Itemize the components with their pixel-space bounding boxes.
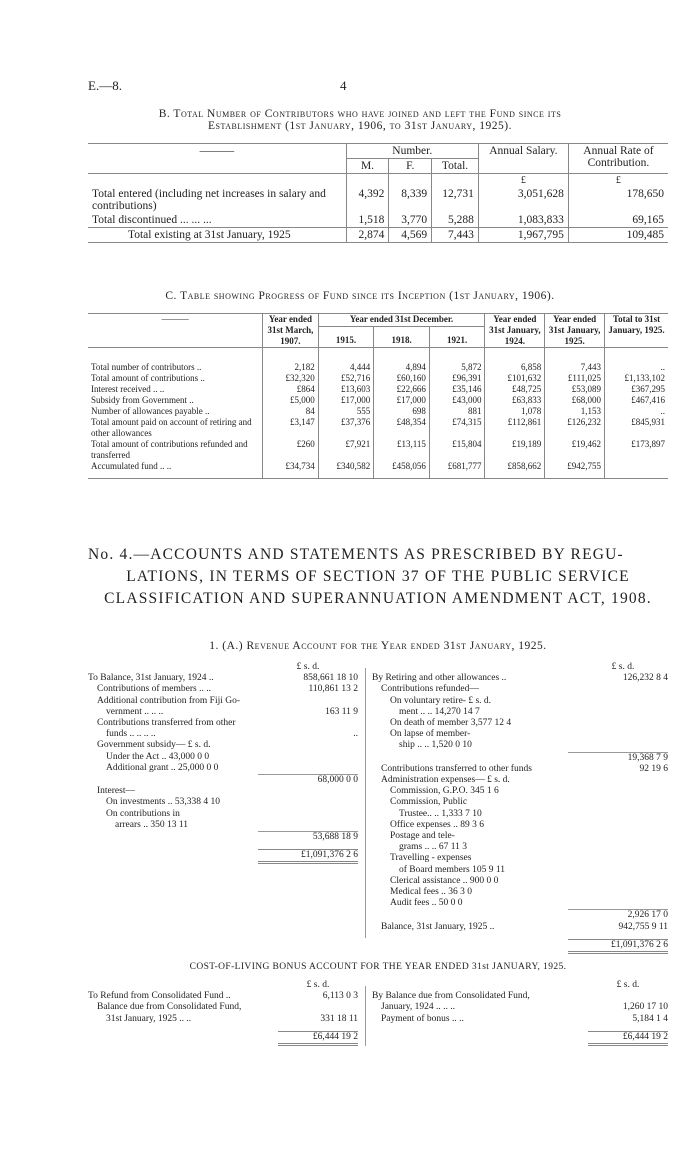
table-cell: £340,582: [318, 461, 374, 472]
account-divider: [365, 668, 366, 938]
table-row: [88, 373, 668, 384]
table-cell: £367,295: [605, 384, 669, 395]
row-label: Number of allowances payable ..: [91, 406, 210, 416]
account-line: [372, 820, 668, 831]
account-line-text: Clerical assistance .. 900 0 0: [390, 875, 499, 886]
account-line: [372, 842, 668, 853]
section-c-table: ——— Year ended 31st March, 1907. Year ended 31st December. Year ended 31st January, 1924. Year ended 31st January, 1925. Total to 31st January, 1925. 1915. 1918. 1921. Total number of contributors .. 2,182 4,444 4,894 5,872 6,858 7,443 .. Total amount of contributions .. £32,320 £52,716 £60,160 £96,391 £101,632 £111,025 £1,133,102 Interest received .. .. £864 £13,603 £22,666 £35,146 £48,725 £53,089 £367,295 Subsidy from Government .. £5,000 £17,000 £17,000 £43,000 £63,833 £68,000 £467,416 Number of allowances payable .. 84 555 698 881 1,078 1,153 .. Total amount paid on account of retiring and other allowances £3,147 £37,376 £48,354 £74,315 £112,861 £126,232 £845,931 Total amount of contributions refunded and transferred £260 £7,921 £13,115 £15,804 £19,189 £19,462 £173,897 Accumulated fund .. .. £34,734 £340,582 £458,056 £681,777 £858,662 £942,755: [88, 313, 668, 479]
account-line-text: Audit fees .. 50 0 0: [390, 898, 463, 909]
account-line: [372, 696, 668, 707]
account-line-amount: 2,926 17 0: [568, 909, 668, 921]
account-line-text: By Retiring and other allowances ..: [372, 673, 507, 684]
table-row: [88, 417, 668, 439]
account-line-text: Medical fees .. 36 3 0: [390, 887, 473, 898]
table-cell: 555: [318, 406, 374, 417]
table-cell: 698: [374, 406, 430, 417]
table-cell: ..: [605, 406, 669, 417]
account-line: [88, 1014, 358, 1025]
table-cell: £19,462: [545, 439, 605, 461]
account-line-amount: [258, 696, 358, 707]
table-cell: £48,725: [485, 384, 545, 395]
account-line-amount: 163 11 9: [325, 706, 358, 717]
account-line-amount: 942,755 9 11: [618, 921, 668, 932]
table-cell: £68,000: [545, 395, 605, 406]
account-line-text: By Balance due from Consolidated Fund,: [372, 991, 530, 1002]
account-line-text: On contributions in: [106, 808, 180, 819]
bonus-title: COST-OF-LIVING BONUS ACCOUNT FOR THE YEAR ENDED 31st JANUARY, 1925.: [189, 962, 567, 972]
account-line-text: ship .. .. 1,520 0 10: [399, 740, 472, 751]
account-line: [372, 922, 668, 933]
table-cell: £111,025: [545, 373, 605, 384]
account-line: [88, 820, 358, 831]
account-line-amount: [568, 707, 668, 718]
account-line-amount: 331 18 11: [320, 1013, 358, 1024]
account-line: [372, 752, 668, 764]
revenue-credit-side: £ s. d. By Retiring and other allowances .. 126,232 8 4 Contributions refunded— On voluntary retire- £ s. d. ment .. .. 14,270 14 7 On death of member 3,577 12 4 On lapse of member- ship .. .. 1,520 0 10 19,368 7 9 Contributions transferred to other funds 92 19 6 Administration expenses— £ s. d. Commission, G.P.O. 345 1 6 Commission, Public Trustee.. .. 1,333 7 10 Office expenses .. 89 3 6 Postage and tele- grams .. .. 67 11 3 Travelling - expenses of Board members 105 9 11 Clerical assistance .. 900 0 0 Medical fees .. 36 3 0 Audit fees .. 50 0 0 2,926 17 0 Balance, 31st January, 1925 .. 942,755 9 11 £1,091,376 2 6: [372, 662, 668, 954]
table-cell: £458,056: [374, 461, 430, 472]
account-line-text: Government subsidy— £ s. d.: [97, 740, 211, 751]
account-line: [88, 707, 358, 718]
bonus-credit-side: £ s. d. By Balance due from Consolidated Fund, January, 1924 .. .. .. 1,260 17 10 Payment of bonus .. .. 5,184 1 4 £6,444 19 2: [372, 980, 668, 1046]
table-cell: £260: [263, 439, 319, 461]
account-line-text: Interest—: [97, 786, 135, 797]
table-cell: 6,858: [485, 362, 545, 373]
account-line-amount: [568, 775, 668, 786]
table-cell: £96,391: [429, 373, 485, 384]
account-line-amount: 5,184 1 4: [632, 1013, 668, 1024]
account-line-amount: 92 19 6: [639, 763, 668, 774]
account-line-text: Trustee.. .. 1,333 7 10: [399, 808, 482, 819]
table-cell: £74,315: [429, 417, 485, 439]
table-row: [88, 362, 668, 373]
account-line: [372, 684, 668, 695]
account-line-amount: [278, 1002, 358, 1013]
table-cell: £13,115: [374, 439, 430, 461]
row-label: Total number of contributors ..: [91, 362, 202, 372]
account-line-text: Contributions transferred to other funds: [381, 763, 532, 774]
account-line: [372, 1014, 668, 1025]
table-cell: £681,777: [429, 461, 485, 472]
table-cell: £52,716: [318, 373, 374, 384]
table-cell: £32,320: [263, 373, 319, 384]
account-line: [372, 775, 668, 786]
account-line-amount: 6,113 0 3: [322, 991, 358, 1002]
table-row: [88, 461, 668, 472]
account-line-text: On investments .. 53,338 4 10: [106, 797, 220, 808]
account-line-amount: [568, 898, 668, 909]
account-line: [88, 696, 358, 707]
account-line: [372, 786, 668, 797]
account-line-text: Balance, 31st January, 1925 ..: [381, 921, 495, 932]
salary-unit: £: [478, 174, 568, 188]
table-cell: 84: [263, 406, 319, 417]
revenue-title: 1. (A.) Revenue Account for the Year ended 31st January, 1925.: [209, 640, 547, 652]
account-line-amount: [568, 718, 668, 729]
account-line: [372, 673, 668, 684]
account-line: [372, 729, 668, 740]
account-line: [88, 718, 358, 729]
account-line-amount: [568, 853, 668, 864]
account-line-text: Office expenses .. 89 3 6: [390, 819, 485, 830]
table-cell: 5,872: [429, 362, 485, 373]
account-line: [88, 774, 358, 786]
section-c-title: C. Table showing Progress of Fund since its Inception (1st January, 1906).: [165, 290, 555, 302]
account-line-text: Postage and tele-: [390, 831, 455, 842]
section-b-table: [88, 143, 668, 243]
stub-dash: ———: [199, 145, 235, 157]
account-line: [88, 786, 358, 797]
account-line: [372, 876, 668, 887]
table-cell: £48,354: [374, 417, 430, 439]
table-cell: £63,833: [485, 395, 545, 406]
account-line-amount: [258, 820, 358, 831]
table-cell: £845,931: [605, 417, 669, 439]
table-cell: 1,153: [545, 406, 605, 417]
account-line-text: [88, 774, 258, 786]
account-line-amount: [568, 696, 668, 707]
table-cell: £43,000: [429, 395, 485, 406]
row-label: Accumulated fund .. ..: [91, 461, 172, 471]
account-line-text: To Balance, 31st January, 1924 ..: [88, 673, 214, 684]
account-line: [372, 887, 668, 898]
table-cell: £864: [263, 384, 319, 395]
account-line-text: [372, 752, 568, 764]
account-line: [372, 740, 668, 751]
row-label: Total amount of contributions refunded and transferred: [91, 439, 248, 460]
row-label: Total amount paid on account of retiring and other allowances: [91, 417, 252, 438]
account-line-text: of Board members 105 9 11: [399, 864, 505, 875]
table-row: [88, 406, 668, 417]
account-line: [372, 707, 668, 718]
account-line-text: Additional grant .. 25,000 0 0: [106, 762, 219, 773]
account-line-text: 31st January, 1925 .. ..: [106, 1013, 192, 1024]
table-cell: £173,897: [605, 439, 669, 461]
table-cell: £126,232: [545, 417, 605, 439]
rate-unit: £: [568, 174, 668, 188]
account-line-amount: [258, 752, 358, 763]
account-line-amount: 68,000 0 0: [258, 774, 358, 786]
row-label: Subsidy from Government ..: [91, 395, 194, 405]
table-cell: 4,444: [318, 362, 374, 373]
account-line-text: Commission, Public: [390, 797, 468, 808]
account-line-text: Contributions of members .. ..: [97, 684, 211, 695]
table-cell: £17,000: [318, 395, 374, 406]
account-line: [372, 831, 668, 842]
table-cell: £19,189: [485, 439, 545, 461]
account-line-text: On death of member 3,577 12 4: [390, 718, 512, 729]
row-label: Total amount of contributions ..: [91, 373, 205, 383]
account-line-amount: 110,861 13 2: [308, 684, 358, 695]
account-line-text: ment .. .. 14,270 14 7: [399, 706, 480, 717]
bonus-debit-side: £ s. d. To Refund from Consolidated Fund .. 6,113 0 3 Balance due from Consolidated Fund, 31st January, 1925 .. .. 331 18 11 £6,444 19 2: [88, 980, 358, 1046]
account-line-amount: [258, 763, 358, 774]
row-label: Interest received .. ..: [91, 384, 165, 394]
account-line-amount: [258, 718, 358, 729]
account-line-amount: [568, 786, 668, 797]
table-row: Total entered (including net increases in salary and contributions) 4,392 8,339 12,731 3,051,628 178,650: [88, 187, 668, 213]
account-line-text: To Refund from Consolidated Fund ..: [88, 991, 231, 1002]
table-cell: 4,894: [374, 362, 430, 373]
table-cell: £467,416: [605, 395, 669, 406]
account-line-amount: 1,260 17 10: [622, 1002, 668, 1013]
account-line-amount: [568, 740, 668, 751]
table-cell: £5,000: [263, 395, 319, 406]
bonus-credit-total: £6,444 19 2: [588, 1031, 668, 1046]
account-line-text: Additional contribution from Fiji Go-: [97, 695, 241, 706]
account-line-amount: [568, 820, 668, 831]
table-row: [88, 395, 668, 406]
bonus-debit-total: £6,444 19 2: [278, 1031, 358, 1046]
f-header: F.: [389, 159, 432, 174]
bonus-divider: [365, 986, 366, 1046]
account-line: [88, 673, 358, 684]
account-line-amount: [568, 865, 668, 876]
account-line-text: On lapse of member-: [390, 729, 471, 740]
account-line: [88, 1002, 358, 1013]
account-line: [88, 991, 358, 1002]
account-line: [88, 797, 358, 808]
account-line: [88, 809, 358, 820]
account-line-amount: [568, 842, 668, 853]
table-row: Total existing at 31st January, 1925 2,874 4,569 7,443 1,967,795 109,485: [88, 228, 668, 243]
account-line: [372, 764, 668, 775]
account-line-amount: [568, 684, 668, 695]
revenue-debit-side: £ s. d. To Balance, 31st January, 1924 .. 858,661 18 10 Contributions of members .. .. 110,861 13 2 Additional contribution from Fiji Go- vernment .. .. .. 163 11 9 Contributions transferred from other funds .. .. .. .. .. Government subsidy— £ s. d. Under the Act .. 43,000 0 0 Additional grant .. 25,000 0 0 68,000 0 0 Interest— On investments .. 53,338 4 10 On contributions in arrears .. 350 13 11 53,688 18 9 £1,091,376 2 6: [88, 662, 358, 864]
account-line: [372, 898, 668, 909]
table-cell: ..: [605, 362, 669, 373]
account-line-amount: 126,232 8 4: [622, 673, 668, 684]
account-line: [372, 797, 668, 808]
account-line-text: Travelling - expenses: [390, 853, 472, 864]
account-line-text: Under the Act .. 43,000 0 0: [106, 751, 210, 762]
account-line: [372, 1002, 668, 1013]
account-line-amount: [588, 991, 668, 1002]
account-line-text: Commission, G.P.O. 345 1 6: [390, 786, 499, 797]
account-line-amount: ..: [353, 729, 358, 740]
account-line-amount: [258, 797, 358, 808]
account-line: [372, 718, 668, 729]
account-line-text: grams .. .. 67 11 3: [399, 842, 467, 853]
table-cell: £7,921: [318, 439, 374, 461]
account-line-amount: [568, 887, 668, 898]
number-header: Number.: [346, 144, 478, 159]
account-line-amount: 19,368 7 9: [568, 752, 668, 764]
account-line-text: Administration expenses— £ s. d.: [381, 775, 510, 786]
progress-rows: [88, 362, 668, 479]
table-cell: £37,376: [318, 417, 374, 439]
account-line: [88, 831, 358, 843]
table-cell: £35,146: [429, 384, 485, 395]
account-line: [88, 729, 358, 740]
table-cell: £15,804: [429, 439, 485, 461]
table-cell: £13,603: [318, 384, 374, 395]
account-line-text: funds .. .. .. ..: [106, 729, 156, 740]
table-cell: 7,443: [545, 362, 605, 373]
m-header: M.: [346, 159, 389, 174]
account-line-amount: [568, 876, 668, 887]
account-line-amount: [258, 786, 358, 797]
revenue-debit-total: £1,091,376 2 6: [258, 849, 358, 864]
account-line-text: Payment of bonus .. ..: [381, 1013, 464, 1024]
section-b-title-line1: B. Total Number of Contributors who have joined and left the Fund since its: [158, 108, 562, 120]
account-line-amount: [568, 809, 668, 820]
account-line-text: [372, 909, 568, 921]
section-b-title: [80, 108, 640, 132]
account-line-amount: [568, 797, 668, 808]
account-line-amount: [568, 831, 668, 842]
account-line: [372, 991, 668, 1002]
table-row: [88, 439, 668, 461]
table-cell: £101,632: [485, 373, 545, 384]
table-cell: £112,861: [485, 417, 545, 439]
account-line-amount: 53,688 18 9: [258, 831, 358, 843]
account-line-amount: 858,661 18 10: [303, 673, 358, 684]
account-line: [372, 909, 668, 921]
table-cell: £858,662: [485, 461, 545, 472]
account-line: [88, 763, 358, 774]
page-reference: E.—8.: [88, 78, 122, 93]
table-cell: 1,078: [485, 406, 545, 417]
account-line-text: Contributions refunded—: [381, 684, 479, 695]
account-line-text: vernment .. .. ..: [106, 706, 164, 717]
table-row: [88, 384, 668, 395]
table-cell: £17,000: [374, 395, 430, 406]
no4-heading: No. 4.—ACCOUNTS AND STATEMENTS AS PRESCRIBED BY REGU- LATIONS, IN TERMS OF SECTION 37 OF THE PUBLIC SERVICE CLASSIFICATION AND SUPERANNUATION AMENDMENT ACT, 1908.: [88, 546, 652, 607]
account-line-amount: [258, 740, 358, 751]
account-line-text: Balance due from Consolidated Fund,: [97, 1002, 242, 1013]
account-line-text: January, 1924 .. .. ..: [381, 1002, 456, 1013]
table-cell: £53,089: [545, 384, 605, 395]
account-line-text: Contributions transferred from other: [97, 718, 236, 729]
account-line: [372, 809, 668, 820]
account-line: [88, 684, 358, 695]
account-line: [372, 853, 668, 864]
account-line-text: arrears .. 350 13 11: [115, 819, 188, 830]
revenue-credit-total: £1,091,376 2 6: [568, 939, 668, 954]
page-number: 4: [340, 78, 347, 93]
table-cell: £60,160: [374, 373, 430, 384]
account-line-text: [88, 831, 258, 843]
rate-header: Annual Rate of Contribution.: [568, 144, 668, 174]
account-line-text: On voluntary retire- £ s. d.: [390, 695, 492, 706]
table-cell: [605, 461, 669, 472]
account-line: [88, 752, 358, 763]
table-cell: 881: [429, 406, 485, 417]
table-cell: £22,666: [374, 384, 430, 395]
table-row: Total discontinued ... ... ... 1,518 3,770 5,288 1,083,833 69,165: [88, 213, 668, 228]
table-cell: £3,147: [263, 417, 319, 439]
table-cell: £34,734: [263, 461, 319, 472]
account-line-amount: [568, 729, 668, 740]
table-cell: £942,755: [545, 461, 605, 472]
account-line-amount: [258, 809, 358, 820]
section-b-title-line2: Establishment (1st January, 1906, to 31st January, 1925).: [207, 120, 512, 132]
account-line: [372, 865, 668, 876]
table-cell: £1,133,102: [605, 373, 669, 384]
salary-header: Annual Salary.: [478, 144, 568, 174]
total-header: Total.: [432, 159, 479, 174]
account-line: [88, 740, 358, 751]
table-cell: 2,182: [263, 362, 319, 373]
